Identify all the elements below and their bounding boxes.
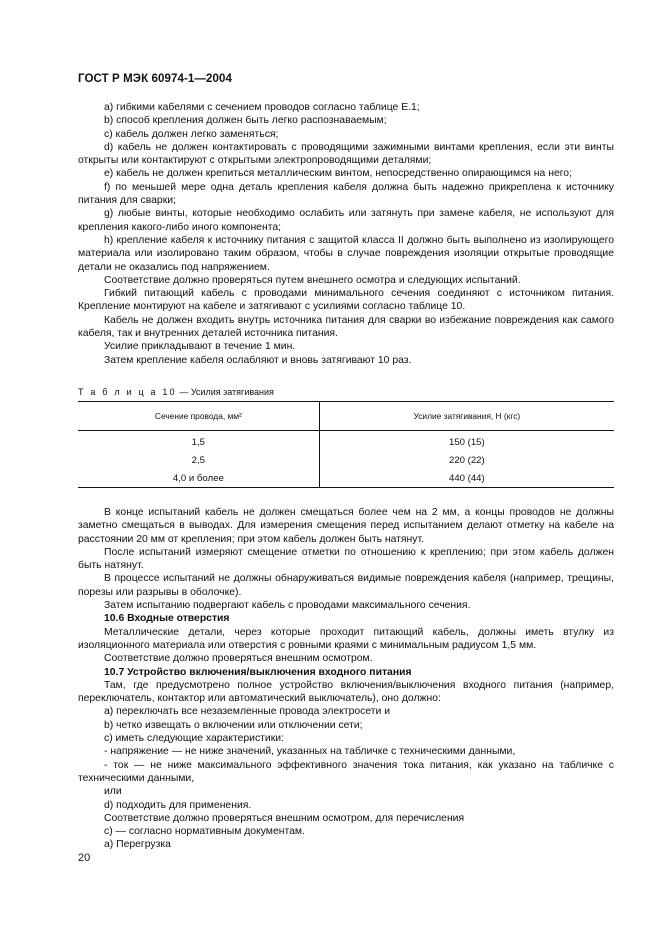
paragraph: Затем крепление кабеля ослабляют и вновь затягивают 10 раз. [104, 354, 412, 366]
list-item: c) иметь следующие характеристики: [104, 733, 284, 745]
paragraph: Гибкий питающий кабель с проводами минимального сечения соединяют с источником питания. Крепление монтируют на кабеле и затягивают с усилиями согласно таблице 10. [78, 288, 614, 313]
clause-text-upper [78, 101, 614, 367]
list-item: g) любые винты, которые необходимо ослабить или затянуть при замене кабеля, не используют для крепления какого-либо иного компонента; [78, 208, 614, 233]
list-item: d) кабель не должен контактировать с проводящими зажимными винтами крепления, если эти винты открыты или контактируют с открытыми электропроводящими деталями; [78, 141, 614, 167]
paragraph: Там, где предусмотрено полное устройство включения/выключения входного питания (например, переключатель, контактор или автоматический выключатель), оно должно: [78, 679, 614, 705]
paragraph: В конце испытаний кабель не должен смещаться более чем на 2 мм, а концы проводов не должны заметно смещаться в выводах. Для измерения смещения перед испытанием делают отметку на кабеле на расстоянии 20 мм от крепления; при этом кабель должен быть натянут. [78, 507, 614, 545]
paragraph: Кабель не должен входить внутрь источника питания для сварки во избежание повреждения как самого кабеля, так и внутренних деталей источника питания. [78, 314, 614, 340]
list-item: b) четко извещать о включении или отключении сети; [104, 719, 363, 731]
paragraph: Соответствие должно проверяться путем внешнего осмотра и следующих испытаний. [104, 274, 521, 286]
list-item: - напряжение — не ниже значений, указанных на табличке с техническими данными, [104, 746, 516, 758]
paragraph: После испытаний измеряют смещение отметки по отношению к креплению; при этом кабель должен быть натянут. [78, 546, 614, 572]
table-title: — Усилия затягивания [176, 387, 274, 397]
list-item: h) крепление кабеля к источнику питания с защитой класса II должно быть выполнено из изолирующего материала или изолировано таким образом, чтобы в случае повреждения изоляции открытые проводящие детали не оказались под напряжением. [78, 234, 614, 273]
list-item: b) способ крепления должен быть легко распознаваемым; [104, 115, 387, 127]
table-cell-section: 1,5 [191, 436, 206, 448]
table-label: Т а б л и ц а 10 [78, 387, 177, 397]
table-cell-section: 4,0 и более [78, 469, 319, 488]
table-cell-force: 220 (22) [319, 451, 614, 469]
clause-text-lower [78, 506, 614, 852]
paragraph: В процессе испытаний не должны обнаруживаться видимые повреждения кабеля (например, трещины, порезы или разрывы в оболочке). [78, 573, 614, 598]
table-row [78, 469, 614, 488]
list-item: - ток — не ниже максимального эффективного значения тока питания, как указано на табличке с техническими данными, [78, 759, 614, 784]
paragraph: Соответствие должно проверяться внешним осмотром. [104, 653, 373, 665]
list-item: a) гибкими кабелями с сечением проводов согласно таблице E.1; [104, 102, 420, 113]
paragraph: Усилие прикладывают в течение 1 мин. [104, 341, 296, 353]
paragraph: c) — согласно нормативным документам. [104, 826, 305, 838]
paragraph: или [104, 786, 122, 798]
document-header: ГОСТ Р МЭК 60974-1—2004 [78, 73, 232, 85]
list-item: e) кабель не должен крепиться металлическим винтом, непосредственно опирающимся на него; [104, 168, 572, 180]
table-cell-section: 2,5 [191, 454, 206, 466]
column-header-force: Усилие затягивания, Н (кгс) [319, 402, 614, 431]
list-item: a) переключать все незаземленные провода электросети и [104, 706, 391, 718]
paragraph: Затем испытанию подвергают кабель с проводами максимального сечения. [104, 600, 471, 612]
page-number: 20 [78, 852, 91, 864]
tightening-force-table [78, 401, 614, 488]
list-item: f) по меньшей мере одна деталь крепления кабеля должна быть надежно прикреплена к источнику питания для сварки; [78, 181, 614, 207]
table-cell-force: 440 (44) [319, 469, 614, 488]
list-item: a) Перегрузка [104, 839, 171, 851]
table-cell-force: 150 (15) [319, 431, 614, 452]
table-row [78, 431, 614, 452]
paragraph: Металлические детали, через которые проходит питающий кабель, должны иметь втулку из изоляционного материала или отверстия с ровными краями с минимальным радиусом 1,5 мм. [78, 626, 614, 651]
section-heading-10-6: 10.6 Входные отверстия [104, 613, 230, 625]
section-heading-10-7: 10.7 Устройство включения/выключения входного питания [104, 666, 412, 678]
list-item: c) кабель должен легко заменяться; [104, 128, 279, 140]
paragraph: Соответствие должно проверяться внешним осмотром, для перечисления [104, 812, 465, 824]
list-item: d) подходить для применения. [104, 799, 252, 811]
table-row [78, 451, 614, 469]
table-caption [78, 387, 274, 397]
column-header-section: Сечение провода, мм² [78, 402, 319, 431]
